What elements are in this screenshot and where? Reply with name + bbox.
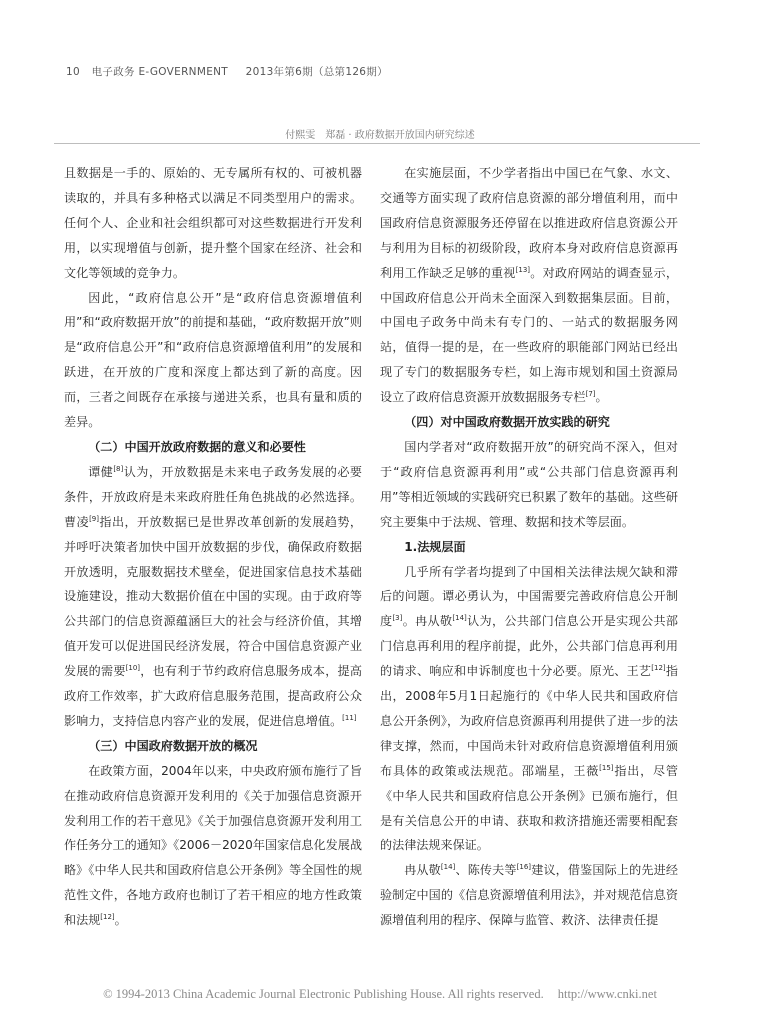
subsection-heading: 1.法规层面 [404, 539, 466, 554]
paragraph [380, 560, 678, 859]
paragraph [64, 460, 362, 734]
citation-marker: [11] [342, 713, 357, 722]
paragraph: 因此，“政府信息公开”是“政府信息资源增值利用”和“政府数据开放”的前提和基础，“政府数据开放”则是“政府信息公开”和“政府信息资源增值利用”的发展和跃进，在开放的广度和深度上都达到了新的高度。因而，三者之间既存在承接与递进关系，也具有量和质的差异。 [64, 290, 362, 430]
paragraph-text: 。对政府网站的调查显示，中国政府信息公开尚未全面深入到数据集层面。目前，中国电子政务中尚未有专门的、一站式的数据服务网站，值得一提的是，在一些政府的职能部门网站已经出现了专门的数据服务专栏，如上海市规划和国土资源局设立了政府信息资源开放数据服务专栏 [380, 265, 678, 405]
article-running-title: 付熙雯 郑磊 · 政府数据开放国内研究综述 [285, 130, 475, 141]
section-heading: （四）对中国政府数据开放实践的研究 [404, 415, 610, 430]
paragraph-text: 指出，开放数据已是世界改革创新的发展趋势，并呼吁决策者加快中国开放数据的步伐，确保政府数据开放透明，克服数据技术壁垒，促进国家信息技术基础设施建设，推动大数据价值在中国的实现。由于政府等公共部门的信息资源蕴涵巨大的社会与经济价值，其增值开发可以促进国民经济发展，符合中国信息资源产业发展的需要 [64, 514, 362, 679]
paragraph-text: 认为，公共部门信息公开是实现公共部门信息再利用的程序前提，此外，公共部门信息再利用的请求、响应和申诉制度也十分必要。原光、王艺 [380, 614, 678, 679]
paragraph [380, 858, 678, 933]
citation-marker: [7] [585, 390, 596, 399]
paragraph [64, 759, 362, 933]
paragraph-text: 建议，借鉴国际上的先进经验制定中国的《信息资源增值利用法》，并对规范信息资源增值利用的程序、保障与监管、救济、法律责任提 [380, 863, 678, 928]
paragraph-text: 。冉从敬 [402, 614, 453, 629]
paragraph-text: 在实施层面，不少学者指出中国已在气象、水文、交通等方面实现了政府信息资源的部分增值利用，而中国政府信息资源服务还停留在以推进政府信息资源公开与利用为目标的初级阶段，政府本身对政府信息资源再利用工作缺乏足够的重视 [380, 166, 678, 280]
copyright-text: © 1994-2013 China Academic Journal Electronic Publishing House. All rights reserved. [103, 987, 544, 1001]
page-number: 10 [66, 66, 80, 78]
issue-info: 2013年第6期（总第126期） [245, 66, 388, 78]
author-name: 冉从敬 [404, 863, 441, 878]
paragraph: 且数据是一手的、原始的、无专属所有权的、可被机器读取的，并具有多种格式以满足不同类型用户的需求。任何个人、企业和社会组织都可对这些数据进行开发利用，以实现增值与创新，提升整个国家在经济、社会和文化等领域的竞争力。 [64, 166, 362, 280]
footer-link[interactable]: http://www.cnki.net [557, 987, 657, 1001]
paragraph-text: 。 [595, 390, 608, 405]
paragraph-text: ，也有利于节约政府信息服务成本，提高政府工作效率，扩大政府信息服务范围，提高政府公众影响力，支持信息内容产业的发展，促进信息增值。 [64, 664, 362, 728]
citation-marker: [9] [89, 514, 99, 523]
citation-marker: [12] [651, 664, 666, 673]
citation-marker: [14] [440, 863, 456, 872]
left-column [64, 161, 362, 951]
citation-marker: [14] [452, 614, 467, 623]
citation-marker: [3] [392, 614, 403, 623]
right-column [380, 161, 678, 951]
paragraph [380, 161, 678, 410]
journal-name: 电子政务 E-GOVERNMENT [91, 66, 228, 78]
citation-marker: [15] [599, 763, 614, 772]
section-heading: （二）中国开放政府数据的意义和必要性 [88, 439, 306, 454]
paragraph-text: 指出，尽管《中华人民共和国政府信息公开条例》已颁布施行，但是有关信息公开的申请、获取和救济措施还需要相配套的法律法规来保证。 [380, 763, 678, 853]
header-rule [54, 143, 700, 144]
paragraph-text: 几乎所有学者均提到了中国相关法律法规欠缺和滞后的问题。谭必勇认为，中国需要完善政府信息公开制度 [380, 564, 678, 629]
author-name: 谭健 [88, 464, 114, 479]
paragraph-text: 在政策方面，2004年以来，中央政府颁布施行了旨在推动政府信息资源开发利用的《关于加强信息资源开发利用工作的若干意见》《关于加强信息资源开发利用工作任务分工的通知》《2006－2020年国家信息化发展战略》《中华人民共和国政府信息公开条例》等全国性的规范性文件，各地方政府也制订了若干相应的地方性政策和法规 [64, 763, 362, 928]
copyright-footer [0, 987, 760, 1002]
paragraph: 国内学者对“政府数据开放”的研究尚不深入，但对于“政府信息资源再利用”或“公共部门信息资源再利用”等相近领域的实践研究已积累了数年的基础。这些研究主要集中于法规、管理、数据和技术等层面。 [380, 439, 678, 529]
citation-marker: [10] [125, 664, 141, 673]
citation-marker: [12] [100, 913, 115, 922]
section-heading: （三）中国政府数据开放的概况 [88, 738, 258, 753]
citation-marker: [8] [113, 464, 124, 473]
running-head [66, 64, 388, 79]
paragraph-text: 。 [114, 913, 127, 928]
citation-marker: [13] [515, 265, 531, 274]
citation-marker: [16] [516, 863, 532, 872]
paragraph-text: 、陈传夫等 [455, 863, 517, 878]
paragraph-text: 认为，开放数据是未来电子政务发展的必要条件，开放政府是未来政府胜任角色挑战的必然选择。曹凌 [64, 464, 362, 529]
paragraph-text: 指出，2008年5月1日起施行的《中华人民共和国政府信息公开条例》，为政府信息资源再利用提供了进一步的法律支撑，然而，中国尚未针对政府信息资源增值利用颁布具体的政策或法规范。邵端星，王薇 [380, 664, 678, 778]
